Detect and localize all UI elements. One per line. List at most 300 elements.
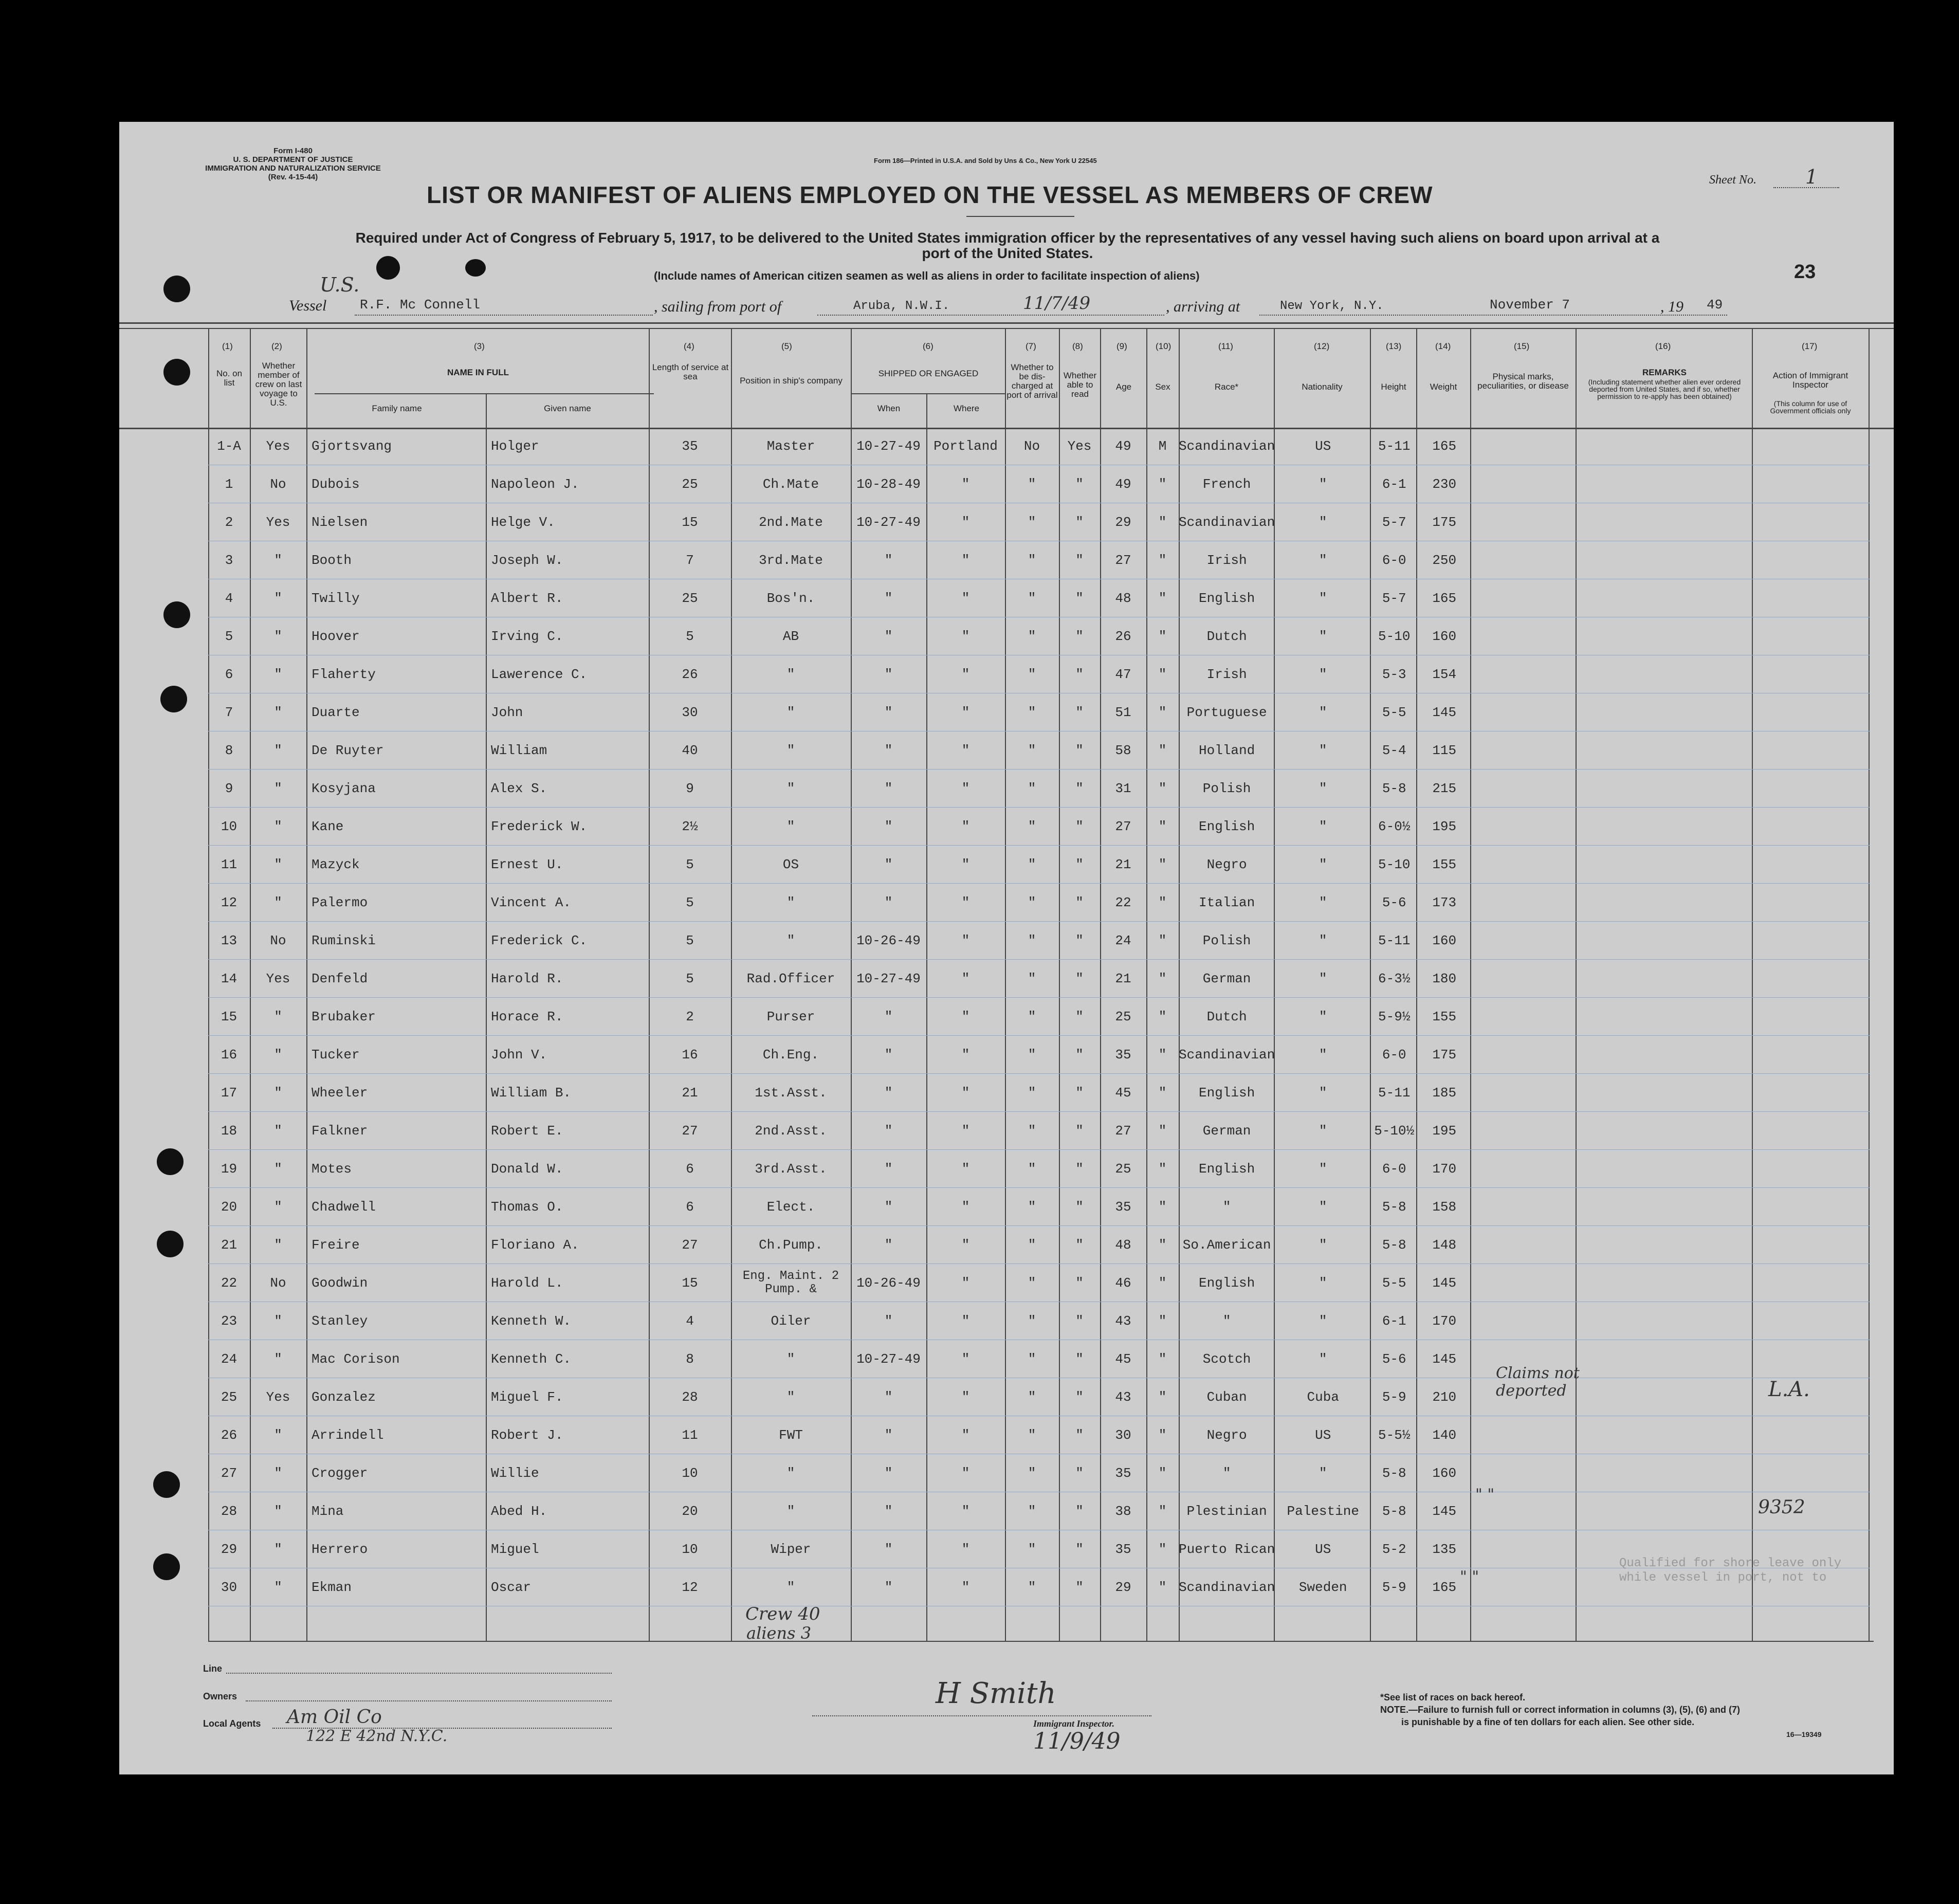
cell-action — [1753, 579, 1870, 617]
cell-height: 5-11 — [1371, 1074, 1417, 1112]
inspector-label: Immigrant Inspector. — [1033, 1718, 1115, 1729]
cell-height: 5-8 — [1371, 1454, 1417, 1492]
col-head-no: No. on list — [216, 369, 243, 388]
cell-remarks — [1577, 579, 1753, 617]
cell-remarks — [1577, 655, 1753, 693]
cell-age: 25 — [1100, 1150, 1146, 1188]
cell-given-name: Kenneth C. — [486, 1340, 649, 1378]
cell-position: " — [731, 922, 851, 960]
cell-nationality: " — [1275, 1036, 1371, 1074]
cell-race: Holland — [1179, 731, 1275, 770]
cell-physical-marks — [1471, 1188, 1577, 1226]
cell-last-voyage: " — [250, 1340, 306, 1378]
cell-shipped-when: " — [851, 617, 926, 655]
col-num: (5) — [781, 341, 792, 351]
table-row — [208, 617, 1870, 655]
cell-age: 45 — [1100, 1340, 1146, 1378]
cell-shipped-when: " — [851, 884, 926, 922]
agents-name: Am Oil Co — [287, 1707, 382, 1728]
cell-weight: 195 — [1417, 808, 1471, 846]
cell-family-name: Chadwell — [306, 1188, 486, 1226]
cell-shipped-when: 10-27-49 — [851, 503, 926, 541]
cell-service-years: 9 — [649, 770, 731, 808]
cell-list-no: 26 — [208, 1416, 250, 1454]
cell-remarks — [1577, 1378, 1753, 1416]
cell-last-voyage: " — [250, 617, 306, 655]
cell-shipped-where: " — [926, 579, 1005, 617]
cell-sex: " — [1146, 1416, 1179, 1454]
cell-nationality: " — [1275, 1150, 1371, 1188]
cell-remarks — [1577, 1226, 1753, 1264]
col-head-race: Race* — [1214, 382, 1239, 392]
cell-can-read: " — [1059, 1302, 1100, 1340]
cell-shipped-when: " — [851, 1378, 926, 1416]
cell-remarks — [1577, 884, 1753, 922]
cell-action — [1753, 1302, 1870, 1340]
col-head-remarks-note: (Including statement whether alien ever ordered deported from United States, and if so, whether permission to re-apply has been obtained) — [1588, 378, 1741, 400]
cell-height: 5-8 — [1371, 1492, 1417, 1530]
cell-sex: " — [1146, 846, 1179, 884]
cell-remarks — [1577, 427, 1753, 465]
cell-shipped-when: 10-26-49 — [851, 922, 926, 960]
cell-position: " — [731, 1340, 851, 1378]
cell-position: OS — [731, 846, 851, 884]
cell-given-name: Robert J. — [486, 1416, 649, 1454]
cell-age: 48 — [1100, 1226, 1146, 1264]
cell-physical-marks — [1471, 1074, 1577, 1112]
cell-shipped-when: " — [851, 1530, 926, 1568]
col-num: (6) — [923, 341, 933, 351]
cell-service-years: 27 — [649, 1112, 731, 1150]
col-num: (17) — [1802, 341, 1818, 351]
cell-position: " — [731, 693, 851, 731]
cell-family-name: Ruminski — [306, 922, 486, 960]
cell-list-no: 7 — [208, 693, 250, 731]
cell-age: 21 — [1100, 960, 1146, 998]
cell-position: AB — [731, 617, 851, 655]
cell-remarks — [1577, 1264, 1753, 1302]
cell-service-years: 16 — [649, 1036, 731, 1074]
cell-weight: 145 — [1417, 1492, 1471, 1530]
cell-discharged: " — [1005, 1264, 1059, 1302]
cell-nationality: " — [1275, 541, 1371, 579]
cell-sex: " — [1146, 1188, 1179, 1226]
cell-age: 29 — [1100, 1568, 1146, 1606]
cell-shipped-where: " — [926, 1492, 1005, 1530]
cell-family-name: Kosyjana — [306, 770, 486, 808]
col-num: (13) — [1386, 341, 1402, 351]
cell-family-name: Dubois — [306, 465, 486, 503]
table-row — [208, 731, 1870, 770]
cell-height: 6-0 — [1371, 1036, 1417, 1074]
cell-shipped-where: " — [926, 503, 1005, 541]
cell-list-no: 20 — [208, 1188, 250, 1226]
cell-service-years: 15 — [649, 1264, 731, 1302]
cell-weight: 145 — [1417, 693, 1471, 731]
cell-race: Cuban — [1179, 1378, 1275, 1416]
cell-nationality: US — [1275, 1416, 1371, 1454]
cell-remarks — [1577, 1302, 1753, 1340]
cell-discharged: " — [1005, 922, 1059, 960]
cell-position: 3rd.Mate — [731, 541, 851, 579]
cell-nationality: Palestine — [1275, 1492, 1371, 1530]
cell-nationality: " — [1275, 693, 1371, 731]
agents-label: Local Agents — [203, 1718, 261, 1729]
col-head-sex: Sex — [1155, 382, 1170, 392]
cell-race: Scotch — [1179, 1340, 1275, 1378]
cell-shipped-where: " — [926, 1226, 1005, 1264]
cell-weight: 145 — [1417, 1264, 1471, 1302]
cell-action — [1753, 655, 1870, 693]
cell-action — [1753, 960, 1870, 998]
table-row — [208, 427, 1870, 465]
vessel-label: Vessel — [289, 297, 327, 314]
cell-family-name: De Ruyter — [306, 731, 486, 770]
cell-sex: " — [1146, 579, 1179, 617]
cell-action — [1753, 465, 1870, 503]
cell-shipped-when: " — [851, 1302, 926, 1340]
cell-can-read: " — [1059, 1416, 1100, 1454]
cell-weight: 160 — [1417, 922, 1471, 960]
cell-list-no: 1-A — [208, 427, 250, 465]
cell-height: 5-8 — [1371, 770, 1417, 808]
cell-list-no: 24 — [208, 1340, 250, 1378]
cell-given-name: Alex S. — [486, 770, 649, 808]
cell-nationality: " — [1275, 808, 1371, 846]
include-note: (Include names of American citizen seamen as well as aliens in order to facilitate inspection of aliens) — [654, 269, 1200, 282]
cell-list-no: 23 — [208, 1302, 250, 1340]
cell-remarks — [1577, 808, 1753, 846]
cell-remarks — [1577, 731, 1753, 770]
cell-race: Scandinavian — [1179, 503, 1275, 541]
cell-nationality: " — [1275, 1188, 1371, 1226]
cell-remarks — [1577, 1188, 1753, 1226]
sailing-port: Aruba, N.W.I. — [853, 299, 950, 313]
cell-can-read: " — [1059, 465, 1100, 503]
cell-service-years: 21 — [649, 1074, 731, 1112]
cell-can-read: " — [1059, 1188, 1100, 1226]
cell-remarks — [1577, 960, 1753, 998]
cell-race: German — [1179, 960, 1275, 998]
cell-last-voyage: " — [250, 1226, 306, 1264]
cell-given-name: Oscar — [486, 1568, 649, 1606]
dept-name: U. S. DEPARTMENT OF JUSTICE — [233, 155, 353, 164]
cell-discharged: " — [1005, 998, 1059, 1036]
cell-position: 2nd.Asst. — [731, 1112, 851, 1150]
cell-can-read: " — [1059, 1150, 1100, 1188]
cell-age: 21 — [1100, 846, 1146, 884]
cell-sex: " — [1146, 1264, 1179, 1302]
col-head-physical: Physical marks, peculiarities, or disease — [1477, 372, 1569, 391]
col-num: (1) — [222, 341, 233, 351]
table-row — [208, 1340, 1870, 1378]
cell-list-no: 30 — [208, 1568, 250, 1606]
cell-weight: 165 — [1417, 427, 1471, 465]
cell-last-voyage: " — [250, 808, 306, 846]
cell-can-read: " — [1059, 1378, 1100, 1416]
cell-age: 35 — [1100, 1454, 1146, 1492]
cell-physical-marks — [1471, 960, 1577, 998]
table-row — [208, 808, 1870, 846]
col-head-position: Position in ship's company — [740, 376, 843, 386]
cell-shipped-where: " — [926, 808, 1005, 846]
cell-nationality: " — [1275, 579, 1371, 617]
cell-last-voyage: " — [250, 1492, 306, 1530]
cell-nationality: " — [1275, 731, 1371, 770]
cell-age: 27 — [1100, 541, 1146, 579]
cell-remarks — [1577, 1492, 1753, 1530]
cell-race: Negro — [1179, 1416, 1275, 1454]
cell-family-name: Denfeld — [306, 960, 486, 998]
cell-given-name: Vincent A. — [486, 884, 649, 922]
cell-sex: " — [1146, 770, 1179, 808]
cell-height: 6-0 — [1371, 1150, 1417, 1188]
cell-race: German — [1179, 1112, 1275, 1150]
cell-weight: 230 — [1417, 465, 1471, 503]
cell-weight: 155 — [1417, 846, 1471, 884]
crew-rows — [208, 427, 1870, 1606]
cell-discharged: " — [1005, 1112, 1059, 1150]
cell-shipped-where: " — [926, 922, 1005, 960]
cell-family-name: Mazyck — [306, 846, 486, 884]
cell-race: Negro — [1179, 846, 1275, 884]
form-code: 16—19349 — [1786, 1730, 1822, 1738]
cell-list-no: 8 — [208, 731, 250, 770]
cell-weight: 175 — [1417, 1036, 1471, 1074]
cell-nationality: " — [1275, 655, 1371, 693]
cell-service-years: 11 — [649, 1416, 731, 1454]
cell-discharged: " — [1005, 1036, 1059, 1074]
cell-service-years: 40 — [649, 731, 731, 770]
cell-shipped-where: " — [926, 1416, 1005, 1454]
cell-can-read: " — [1059, 884, 1100, 922]
sheet-number: 1 — [1805, 166, 1818, 188]
col-head-last-voyage: Whether member of crew on last voyage to U.S. — [255, 361, 302, 408]
cell-discharged: " — [1005, 1302, 1059, 1340]
col-head-family: Family name — [372, 404, 422, 413]
cell-physical-marks — [1471, 1150, 1577, 1188]
table-row — [208, 655, 1870, 693]
cell-nationality: " — [1275, 960, 1371, 998]
cell-height: 5-3 — [1371, 655, 1417, 693]
punch-hole — [163, 359, 190, 386]
cell-action — [1753, 427, 1870, 465]
cell-race: So.American — [1179, 1226, 1275, 1264]
cell-can-read: " — [1059, 1112, 1100, 1150]
cell-shipped-where: " — [926, 1112, 1005, 1150]
cell-last-voyage: " — [250, 884, 306, 922]
cell-can-read: " — [1059, 731, 1100, 770]
cell-weight: 160 — [1417, 1454, 1471, 1492]
cell-list-no: 27 — [208, 1454, 250, 1492]
cell-discharged: " — [1005, 731, 1059, 770]
cell-can-read: Yes — [1059, 427, 1100, 465]
cell-race: Plestinian — [1179, 1492, 1275, 1530]
arrival-port: New York, N.Y. — [1280, 299, 1384, 313]
cell-shipped-when: " — [851, 1454, 926, 1492]
cell-discharged: " — [1005, 1416, 1059, 1454]
cell-height: 5-8 — [1371, 1188, 1417, 1226]
cell-race: Polish — [1179, 770, 1275, 808]
punch-hole — [160, 686, 187, 712]
cell-can-read: " — [1059, 617, 1100, 655]
cell-physical-marks — [1471, 884, 1577, 922]
cell-physical-marks — [1471, 998, 1577, 1036]
cell-physical-marks — [1471, 1416, 1577, 1454]
cell-family-name: Ekman — [306, 1568, 486, 1606]
cell-race: English — [1179, 1264, 1275, 1302]
cell-weight: 148 — [1417, 1226, 1471, 1264]
cell-family-name: Tucker — [306, 1036, 486, 1074]
cell-given-name: Miguel F. — [486, 1378, 649, 1416]
cell-physical-marks — [1471, 1112, 1577, 1150]
cell-given-name: Harold R. — [486, 960, 649, 998]
cell-shipped-where: " — [926, 1454, 1005, 1492]
col-head-height: Height — [1381, 382, 1406, 392]
aliens-total: aliens 3 — [746, 1623, 812, 1643]
cell-can-read: " — [1059, 1074, 1100, 1112]
cell-nationality: US — [1275, 427, 1371, 465]
col-head-given: Given name — [544, 404, 591, 413]
table-row — [208, 1188, 1870, 1226]
table-row — [208, 922, 1870, 960]
cell-action — [1753, 770, 1870, 808]
printer-line: Form 186—Printed in U.S.A. and Sold by Uns & Co., New York U 22545 — [874, 157, 1097, 164]
cell-remarks — [1577, 846, 1753, 884]
line-label: Line — [203, 1663, 223, 1674]
cell-remarks — [1577, 541, 1753, 579]
cell-shipped-when: " — [851, 1188, 926, 1226]
cell-physical-marks — [1471, 731, 1577, 770]
arrival-year: 49 — [1707, 297, 1723, 313]
cell-discharged: " — [1005, 1188, 1059, 1226]
cell-given-name: Harold L. — [486, 1264, 649, 1302]
cell-remarks — [1577, 1074, 1753, 1112]
cell-last-voyage: Yes — [250, 960, 306, 998]
cell-age: 30 — [1100, 1416, 1146, 1454]
cell-nationality: " — [1275, 922, 1371, 960]
col-num: (2) — [271, 341, 282, 351]
cell-shipped-when: 10-28-49 — [851, 465, 926, 503]
cell-last-voyage: " — [250, 1112, 306, 1150]
cell-can-read: " — [1059, 541, 1100, 579]
cell-nationality: " — [1275, 1226, 1371, 1264]
cell-height: 5-5½ — [1371, 1416, 1417, 1454]
table-row — [208, 998, 1870, 1036]
cell-shipped-where: " — [926, 1530, 1005, 1568]
cell-action — [1753, 503, 1870, 541]
punch-hole — [465, 259, 486, 277]
cell-position: " — [731, 1454, 851, 1492]
cell-height: 5-11 — [1371, 922, 1417, 960]
cell-physical-marks — [1471, 465, 1577, 503]
cell-shipped-where: " — [926, 1036, 1005, 1074]
cell-age: 29 — [1100, 503, 1146, 541]
cell-position: Eng. Maint. 2 Pump. & — [731, 1264, 851, 1302]
cell-position: Wiper — [731, 1530, 851, 1568]
col-head-action-note: (This column for use of Government officials only — [1770, 399, 1851, 415]
cell-last-voyage: Yes — [250, 427, 306, 465]
cell-service-years: 5 — [649, 617, 731, 655]
cell-given-name: Albert R. — [486, 579, 649, 617]
cell-nationality: " — [1275, 1112, 1371, 1150]
shore-leave-stamp: Qualified for shore leave only while vessel in port, not to — [1619, 1557, 1842, 1585]
cell-list-no: 17 — [208, 1074, 250, 1112]
cell-family-name: Twilly — [306, 579, 486, 617]
cell-sex: " — [1146, 1226, 1179, 1264]
cell-last-voyage: No — [250, 465, 306, 503]
cell-shipped-when: 10-27-49 — [851, 1340, 926, 1378]
cell-shipped-where: Portland — [926, 427, 1005, 465]
cell-last-voyage: " — [250, 1150, 306, 1188]
punch-hole — [163, 276, 190, 302]
cell-discharged: " — [1005, 846, 1059, 884]
cell-sex: " — [1146, 1036, 1179, 1074]
cell-physical-marks — [1471, 617, 1577, 655]
cell-physical-marks — [1471, 503, 1577, 541]
cell-list-no: 16 — [208, 1036, 250, 1074]
agents-address: 122 E 42nd N.Y.C. — [306, 1727, 448, 1745]
cell-age: 51 — [1100, 693, 1146, 731]
cell-list-no: 29 — [208, 1530, 250, 1568]
inspector-signature: H Smith — [936, 1677, 1056, 1710]
cell-height: 5-5 — [1371, 1264, 1417, 1302]
cell-weight: 195 — [1417, 1112, 1471, 1150]
table-row — [208, 465, 1870, 503]
table-row — [208, 1378, 1870, 1416]
cell-sex: M — [1146, 427, 1179, 465]
cell-race: English — [1179, 579, 1275, 617]
punch-hole — [163, 601, 190, 628]
cell-age: 58 — [1100, 731, 1146, 770]
cell-discharged: " — [1005, 1454, 1059, 1492]
cell-weight: 250 — [1417, 541, 1471, 579]
cell-can-read: " — [1059, 1530, 1100, 1568]
cell-last-voyage: " — [250, 1454, 306, 1492]
cell-weight: 158 — [1417, 1188, 1471, 1226]
cell-shipped-where: " — [926, 731, 1005, 770]
cell-race: English — [1179, 1074, 1275, 1112]
table-row — [208, 960, 1870, 998]
cell-remarks — [1577, 1416, 1753, 1454]
cell-sex: " — [1146, 1150, 1179, 1188]
col-head-weight: Weight — [1430, 382, 1457, 392]
cell-last-voyage: " — [250, 1188, 306, 1226]
cell-remarks — [1577, 503, 1753, 541]
cell-given-name: Floriano A. — [486, 1226, 649, 1264]
cell-list-no: 21 — [208, 1226, 250, 1264]
cell-can-read: " — [1059, 1036, 1100, 1074]
cell-shipped-when: " — [851, 1150, 926, 1188]
cell-height: 5-10½ — [1371, 1112, 1417, 1150]
cell-sex: " — [1146, 1568, 1179, 1606]
page-title: LIST OR MANIFEST OF ALIENS EMPLOYED ON THE VESSEL AS MEMBERS OF CREW — [427, 181, 1433, 208]
cell-nationality: Sweden — [1275, 1568, 1371, 1606]
col-head-service: Length of service at sea — [652, 362, 729, 381]
cell-shipped-where: " — [926, 846, 1005, 884]
cell-weight: 215 — [1417, 770, 1471, 808]
cell-position: 1st.Asst. — [731, 1074, 851, 1112]
cell-physical-marks — [1471, 1264, 1577, 1302]
cell-family-name: Mac Corison — [306, 1340, 486, 1378]
cell-height: 6-1 — [1371, 1302, 1417, 1340]
cell-position: " — [731, 1568, 851, 1606]
cell-sex: " — [1146, 884, 1179, 922]
cell-position: " — [731, 770, 851, 808]
cell-position: Ch.Mate — [731, 465, 851, 503]
cell-race: Irish — [1179, 655, 1275, 693]
cell-discharged: " — [1005, 1530, 1059, 1568]
